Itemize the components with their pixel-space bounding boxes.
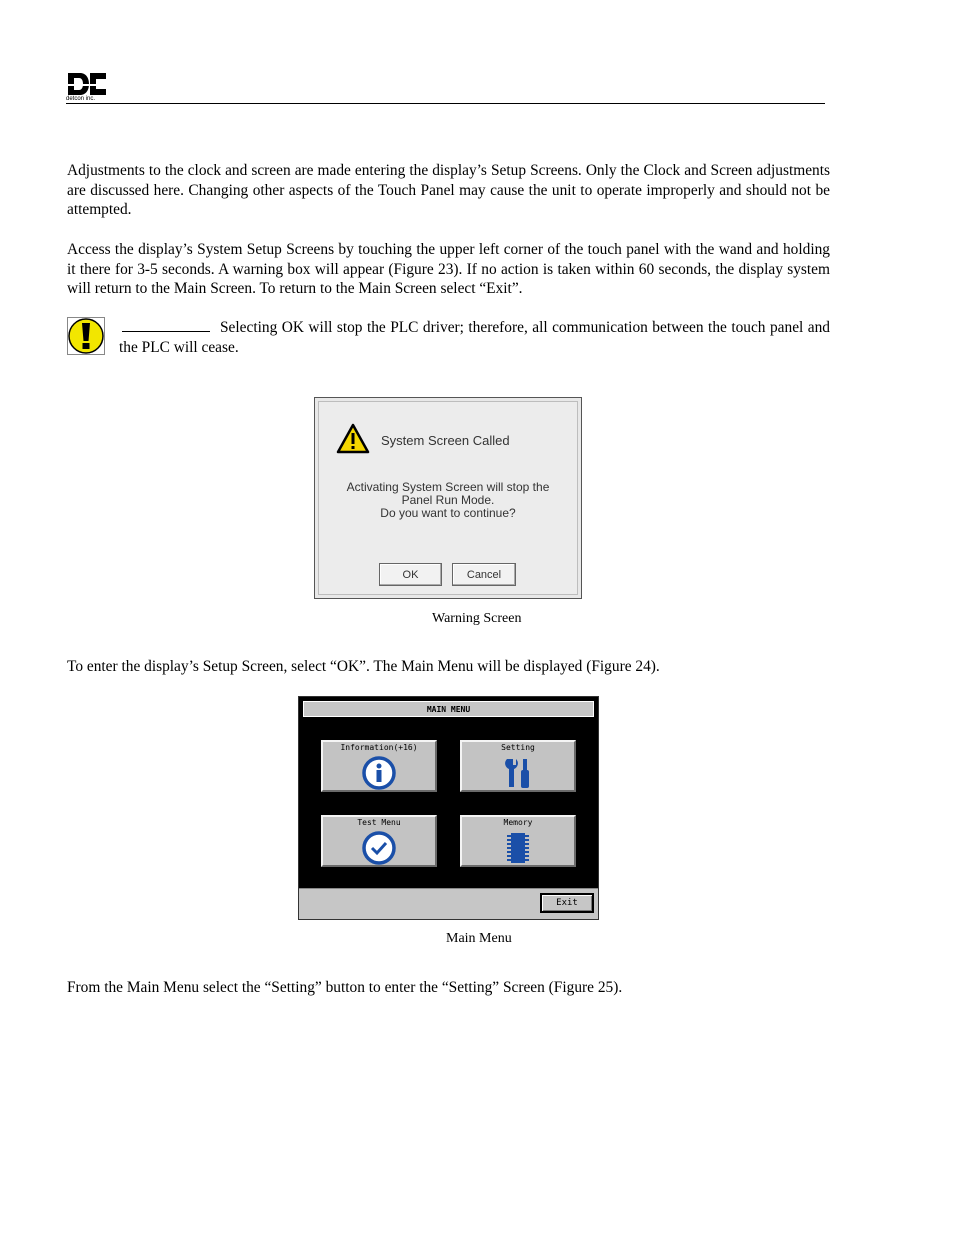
- dialog-message-line: Do you want to continue?: [380, 506, 516, 520]
- note-text: [119, 318, 830, 357]
- note-label-underline: [122, 319, 210, 332]
- warning-triangle-icon: [336, 423, 370, 455]
- paragraph-enter-setup: To enter the display’s Setup Screen, select “OK”. The Main Menu will be displayed (Figure 24).: [67, 658, 660, 675]
- figure-caption-warning: Warning Screen: [432, 611, 522, 626]
- information-button[interactable]: [321, 740, 437, 792]
- dialog-body: [318, 401, 578, 595]
- note-body: Selecting OK will stop the PLC driver; therefore, all communication between the touch panel and the PLC will cease.: [119, 319, 830, 356]
- dialog-message: [329, 481, 567, 520]
- header-rule: [66, 103, 825, 104]
- memory-label: Memory: [503, 818, 533, 827]
- dialog-title: System Screen Called: [381, 433, 510, 448]
- exclamation-icon: [67, 317, 105, 355]
- setting-label: Setting: [501, 743, 535, 752]
- paragraph-adjustments: Adjustments to the clock and screen are made entering the display’s Setup Screens. Only the Clock and Screen adjustments are discussed here. Changing other aspects of the Touch Panel may cause the unit to operate improperly and should not be attempted.: [67, 162, 830, 219]
- exit-button[interactable]: Exit: [540, 893, 594, 913]
- paragraph-access: Access the display’s System Setup Screens by touching the upper left corner of the touch panel with the wand and holding it there for 3-5 seconds. A warning box will appear (Figure 23). If no action is taken within 60 seconds, the display system will return to the Main Screen. To return to the Main Screen select “Exit”.: [67, 241, 830, 298]
- cancel-button[interactable]: Cancel: [452, 563, 516, 586]
- test-menu-label: Test Menu: [357, 818, 401, 827]
- information-label: Information(+16): [340, 743, 418, 752]
- main-menu-footer: [299, 888, 598, 919]
- test-menu-button[interactable]: [321, 815, 437, 867]
- chip-icon: [501, 831, 535, 865]
- logo-text: detcon inc.: [66, 96, 96, 102]
- dialog-message-line: Panel Run Mode.: [401, 493, 495, 507]
- info-icon: [362, 756, 396, 790]
- setting-button[interactable]: [460, 740, 576, 792]
- figure-caption-main-menu: Main Menu: [446, 931, 512, 946]
- main-menu-title: MAIN MENU: [303, 701, 594, 717]
- warning-dialog: [314, 397, 582, 599]
- ok-button[interactable]: OK: [379, 563, 442, 586]
- dialog-message-line: Activating System Screen will stop the: [346, 480, 550, 494]
- memory-button[interactable]: [460, 815, 576, 867]
- main-menu-panel: [298, 696, 599, 920]
- paragraph-setting: From the Main Menu select the “Setting” button to enter the “Setting” Screen (Figure 25).: [67, 979, 623, 996]
- tools-icon: [501, 756, 535, 790]
- checkmark-icon: [362, 831, 396, 865]
